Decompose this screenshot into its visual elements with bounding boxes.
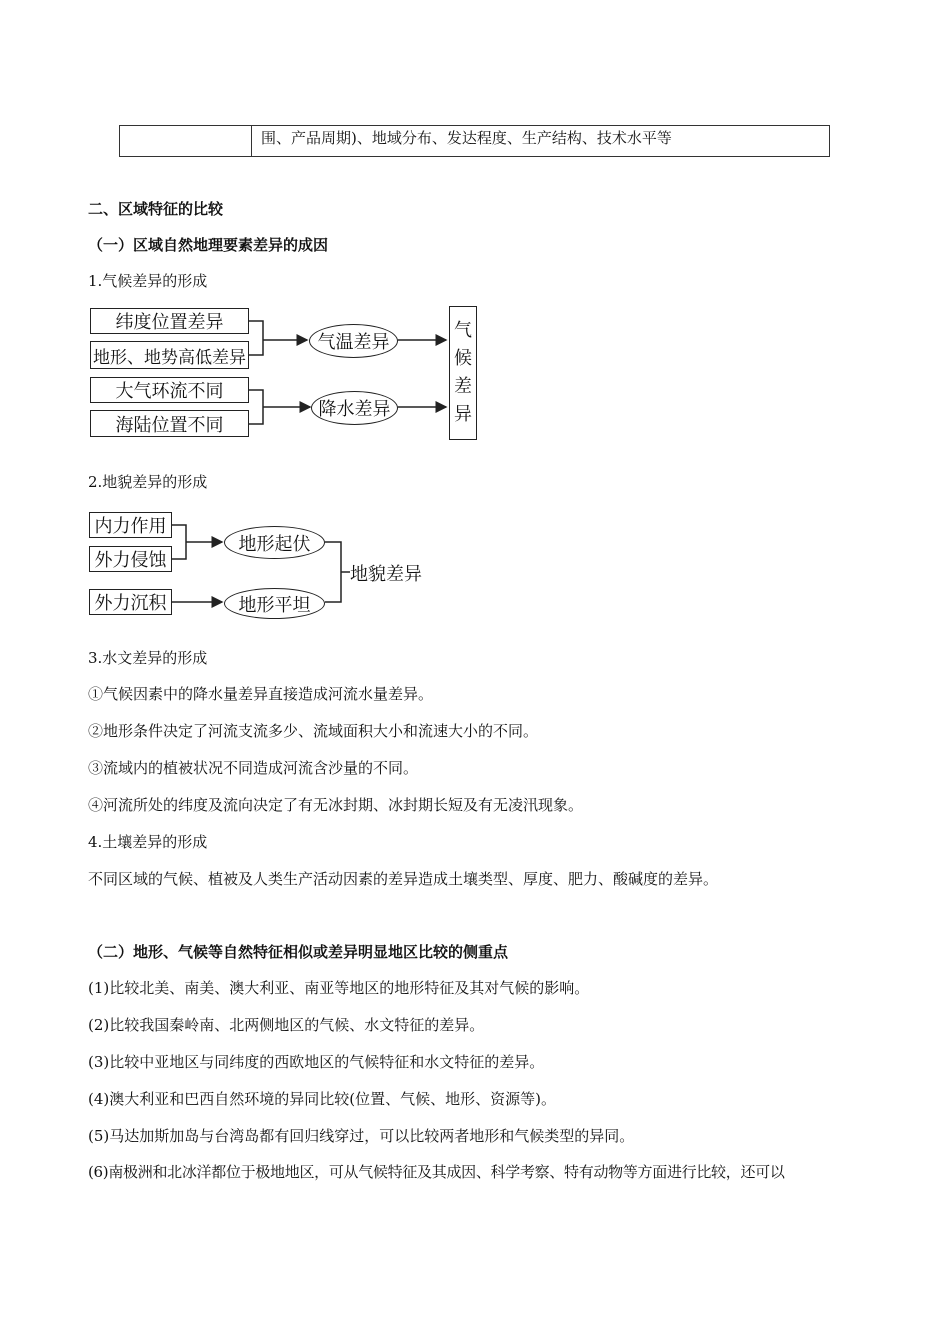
result-char: 气 [454, 320, 472, 341]
cause-erosion: 外力侵蚀 [89, 546, 172, 572]
cause-latitude: 纬度位置差异 [90, 308, 249, 334]
compare-item-5: (5)马达加斯加岛与台湾岛都有回归线穿过，可以比较两者地形和气候类型的异同。 [88, 1127, 635, 1145]
compare-item-4: (4)澳大利亚和巴西自然环境的异同比较(位置、气候、地形、资源等)。 [88, 1090, 556, 1108]
subsection-heading-1: （一）区域自然地理要素差异的成因 [88, 236, 329, 254]
landform-result: 地貌差异 [350, 564, 422, 585]
subsection-heading-2: （二）地形、气候等自然特征相似或差异明显地区比较的侧重点 [88, 943, 509, 961]
compare-item-2: (2)比较我国秦岭南、北两侧地区的气候、水文特征的差异。 [88, 1016, 485, 1034]
oval-relief: 地形起伏 [224, 526, 325, 559]
cause-internal-force: 内力作用 [89, 512, 172, 538]
hydrology-item-4: ④河流所处的纬度及流向决定了有无冰封期、冰封期长短及有无凌汛现象。 [88, 796, 584, 814]
hydrology-title: 3.水文差异的形成 [88, 649, 208, 667]
hydrology-item-1: ①气候因素中的降水量差异直接造成河流水量差异。 [88, 685, 434, 703]
hydrology-item-2: ②地形条件决定了河流支流多少、流域面积大小和流速大小的不同。 [88, 722, 539, 740]
result-char: 差 [454, 376, 472, 397]
result-char: 异 [454, 404, 472, 425]
cause-circulation: 大气环流不同 [90, 377, 249, 403]
oval-precipitation: 降水差异 [311, 391, 398, 425]
oval-temperature: 气温差异 [309, 324, 398, 358]
cause-deposition: 外力沉积 [89, 589, 172, 615]
cause-sea-land: 海陆位置不同 [90, 410, 249, 437]
cause-terrain: 地形、地势高低差异 [90, 341, 249, 369]
compare-item-1: (1)比较北美、南美、澳大利亚、南亚等地区的地形特征及其对气候的影响。 [88, 979, 590, 997]
table-cell-text: 围、产品周期)、地域分布、发达程度、生产结构、技术水平等 [261, 129, 672, 147]
compare-item-3: (3)比较中亚地区与同纬度的西欧地区的气候特征和水文特征的差异。 [88, 1053, 545, 1071]
soil-text: 不同区域的气候、植被及人类生产活动因素的差异造成土壤类型、厚度、肥力、酸碱度的差异。 [88, 870, 719, 888]
landform-title: 2.地貌差异的形成 [88, 473, 208, 491]
hydrology-item-3: ③流域内的植被状况不同造成河流含沙量的不同。 [88, 759, 419, 777]
compare-item-6: (6)南极洲和北冰洋都位于极地地区，可从气候特征及其成因、科学考察、特有动物等方面进行比较，还可以 [88, 1163, 785, 1181]
result-char: 候 [454, 348, 472, 369]
section-heading: 二、区域特征的比较 [88, 200, 224, 218]
climate-title: 1.气候差异的形成 [88, 272, 208, 290]
oval-flat: 地形平坦 [224, 588, 325, 619]
soil-title: 4.土壤差异的形成 [88, 833, 208, 851]
